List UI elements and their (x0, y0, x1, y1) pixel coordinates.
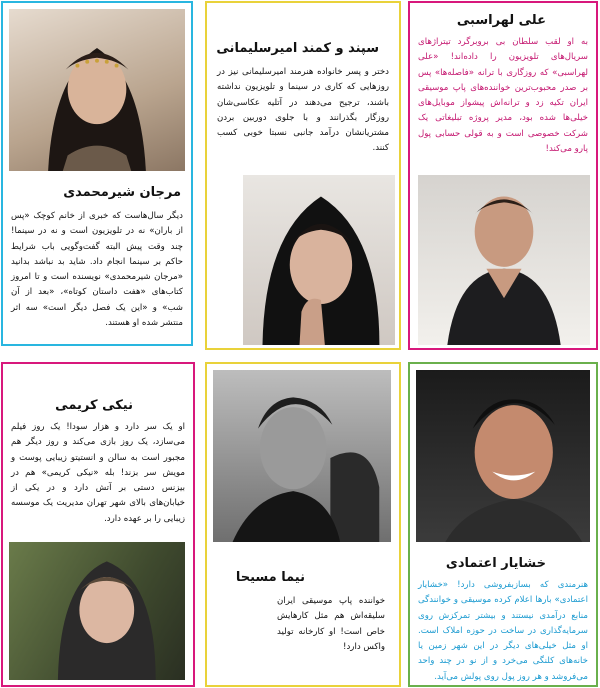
text-sepand: دختر و پسر خانواده هنرمند امیرسلیمانی نیز در روزهایی که کاری در سینما و تلویزیون نداشته باشند، ترجیح می‌دهند در آتلیه عکاسی‌شان روزگار بگذرانند و با جلوی دوربین بردن مشتریانشان درآمد جانبی نسبتا خوبی کسب کنند. (217, 67, 389, 154)
photo-nima (211, 368, 393, 544)
photo-khashayar (414, 368, 592, 544)
portrait-marjan-image (9, 9, 185, 171)
text-niki: او یک سر دارد و هزار سودا! یک روز فیلم می‌سازد، یک روز بازی می‌کند و روز دیگر هم مجبور است به سالن و انستیتو زیبایی پوست و مویش سر بزند! بله «نیکی کریمی» هم در بیزنس دستی بر آتش دارد و در یکی از خیابان‌های بالای شهر تهران مدیریت یک موسسه زیبایی را بر عهده دارد. (11, 422, 185, 524)
photo-niki (7, 540, 187, 682)
name-nima: نیما مسیحا (235, 570, 305, 585)
portrait-khashayar-image (416, 370, 590, 542)
name-niki: نیکی کریمی (55, 398, 133, 413)
name-khashayar: خشایار اعتمادی (445, 556, 546, 571)
card-ali (408, 1, 598, 350)
card-khashayar (408, 362, 598, 687)
name-ali: علی لهراسبی (456, 13, 546, 28)
portrait-ali-image (418, 175, 590, 345)
portrait-sepand-image (243, 175, 395, 345)
text-marjan: دیگر سال‌هاست که خبری از خانم کوچک «پس از باران» نه در تلویزیون است و نه در سینما! چند وقت پیش البته گفت‌وگویی باب شرایط حاکم بر سینما انجام داد. شاید بد نباشد بدانید «مرجان شیرمحمدی» نویسنده است و تا امروز کتاب‌های «هفت داستان کوتاه»، «بعد از آن شب» و «این یک فصل دیگر است» سه اثر منتشر شده او هستند. (11, 211, 183, 329)
text-nima: خواننده پاپ موسیقی ایران سلیقه‌اش هم مثل کارهایش خاص است! او کارخانه تولید واکس دارد! (277, 596, 385, 652)
portrait-nima-image (213, 370, 391, 542)
photo-sepand (241, 173, 397, 347)
photo-ali (416, 173, 592, 347)
card-nima (205, 362, 401, 687)
name-marjan: مرجان شیرمحمدی (63, 185, 181, 200)
photo-marjan (7, 7, 187, 173)
text-ali: به او لقب سلطان بی بروبرگرد تیتراژهای سریال‌های تلویزیون را داده‌اند! «علی لهراسبی» که روزگاری با ترانه «فاصله‌ها» پس بر صدر محبوب‌ترین خواننده‌های پاپ موسیقی ایران تکیه زد و ترانه‌اش پیشواز موبایل‌های خیلی‌ها شده بود، مدیر پروژه تبلیغاتی یک شرکت خصوصی است و به قولی حسابی پول پارو می‌کند! (418, 37, 588, 155)
card-niki (1, 362, 195, 687)
portrait-niki-image (9, 542, 185, 680)
card-marjan (1, 1, 193, 346)
name-sepand: سپند و کمند امیرسلیمانی (216, 41, 379, 56)
text-khashayar: هنرمندی که بسازبفروشی دارد! «خشایار اعتمادی» بارها اعلام کرده موسیقی و خوانندگی منابع درآمدی نیستند و بیشتر تمرکزش روی سرمایه‌گذاری در ساخت در حوزه املاک است. او مثل خیلی‌های دیگر در این شهر زمین یا خانه‌های کلنگی می‌خرد و از نو در چند واحد می‌فروشد و هر روز پول روی پولش می‌آید. (418, 580, 588, 682)
card-sepand (205, 1, 401, 350)
